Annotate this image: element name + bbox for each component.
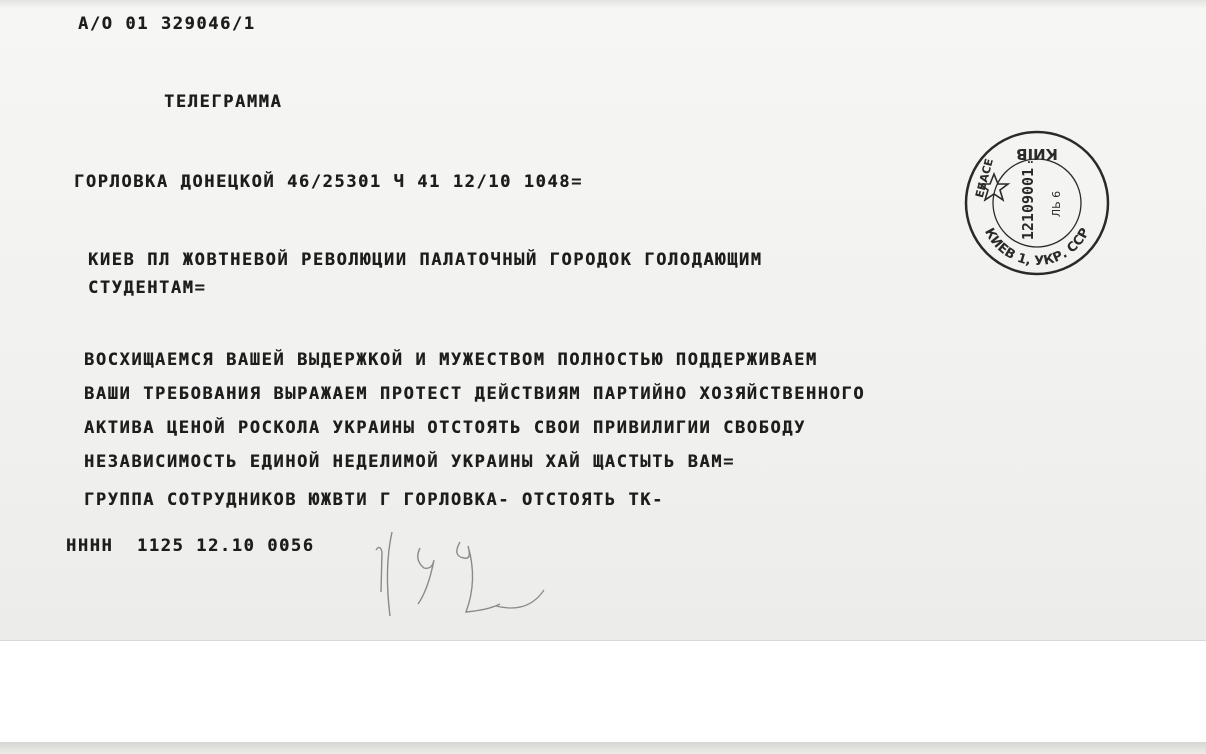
reference-number: А/О 01 329046/1 <box>78 14 256 34</box>
service-footer: НННН 1125 12.10 0056 <box>66 536 315 556</box>
message-line: АКТИВА ЦЕНОЙ РОСКОЛА УКРАИНЫ ОТСТОЯТЬ СВОИ ПРИВИЛИГИИ СВОБОДУ <box>84 418 806 438</box>
postal-stamp <box>962 128 1112 278</box>
message-line: НЕЗАВИСИМОСТЬ ЕДИНОЙ НЕДЕЛИМОЙ УКРАИНЫ ХАЙ ЩАСТЫТЬ ВАМ= <box>84 452 735 472</box>
paper-edge <box>0 0 1206 8</box>
handwritten-pencil-note <box>368 520 558 635</box>
message-line: ВОСХИЩАЕМСЯ ВАШЕЙ ВЫДЕРЖКОЙ И МУЖЕСТВОМ ПОЛНОСТЬЮ ПОДДЕРЖИВАЕМ <box>84 350 818 370</box>
stamp-date-text: 12109001 <box>1019 167 1037 241</box>
routing-line: ГОРЛОВКА ДОНЕЦКОЙ 46/25301 Ч 41 12/10 1048= <box>74 172 583 192</box>
stamp-side-text: ЛЬ 6 <box>1050 190 1063 218</box>
stamp-top-text: КИЇВ <box>1016 145 1058 163</box>
stamp-left-text: ЕБАСЕ <box>973 157 996 200</box>
address-line-2: СТУДЕНТАМ= <box>88 278 207 298</box>
message-line: ВАШИ ТРЕБОВАНИЯ ВЫРАЖАЕМ ПРОТЕСТ ДЕЙСТВИЯМ ПАРТИЙНО ХОЗЯЙСТВЕННОГО <box>84 384 866 404</box>
stamp-bottom-text: КИЕВ 1, УКР. ССР <box>981 225 1093 270</box>
signoff-line: ГРУППА СОТРУДНИКОВ ЮЖВТИ Г ГОРЛОВКА- ОТСТОЯТЬ ТК- <box>84 490 664 510</box>
document-title: ТЕЛЕГРАММА <box>164 92 283 112</box>
address-line-1: КИЕВ ПЛ ЖОВТНЕВОЙ РЕВОЛЮЦИИ ПАЛАТОЧНЫЙ ГОРОДОК ГОЛОДАЮЩИМ <box>88 250 763 270</box>
second-sheet-edge <box>0 742 1206 754</box>
